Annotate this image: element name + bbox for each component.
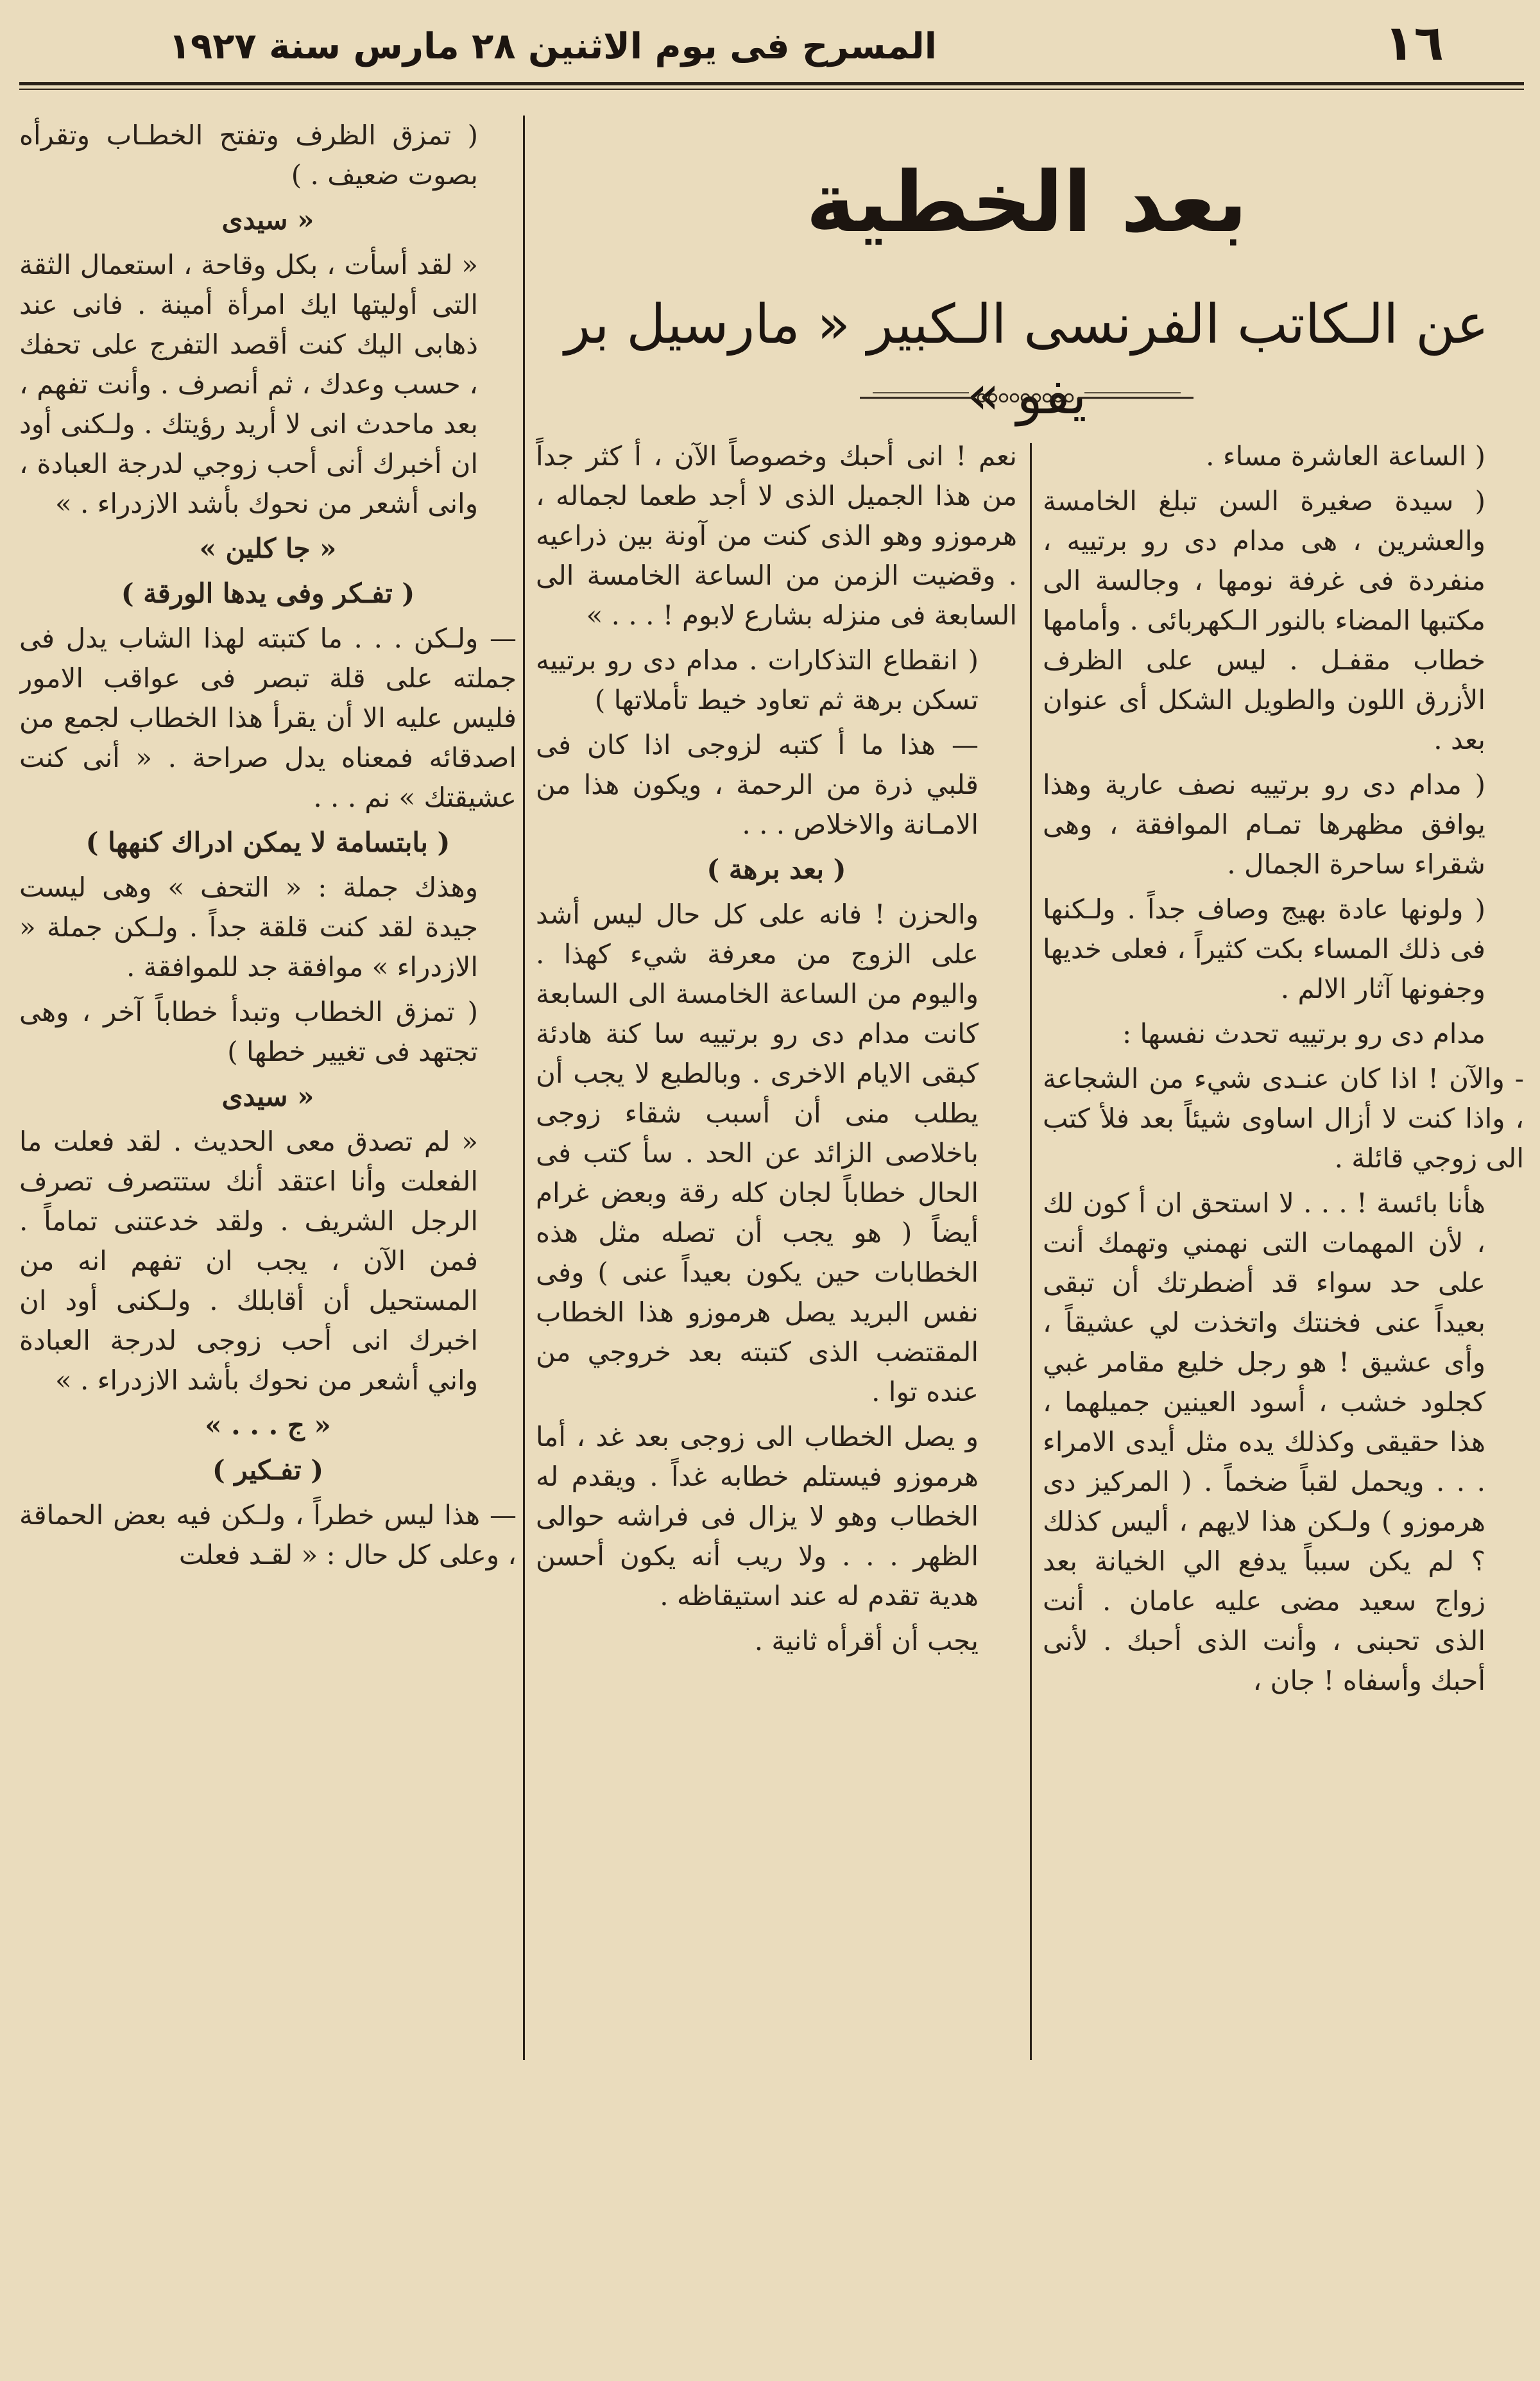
page-header (0, 0, 1540, 90)
column-rule-right (1030, 443, 1032, 2060)
paragraph: « لم تصدق معى الحديث . لقد فعلت ما الفعلت وأنا اعتقد أنك ستتصرف تصرف الرجل الشريف . ولقد خدعتنى تماماً . فمن الآن ، يجب ان تفهم انه من المستحيل أن أقابلك . ولـكنى أود ان اخبرك انى أحب زوجى لدرجة العبادة واني أشعر من نحوك بأشد الازدراء . » (19, 1126, 478, 1396)
paragraph: — ولـكن . . . ما كتبته لهذا الشاب يدل فى جملته على قلة تبصر فى عواقب الامور فليس عليه الا أن يقرأ هذا الخطاب لجمع من اصدقائه فمعناه يدل صراحة . « أنى كنت عشيقتك » نم . . . (19, 623, 517, 813)
paragraph: و يصل الخطاب الى زوجى بعد غد ، أما هرموزو فيستلم خطابه غداً . ويقدم له الخطاب وهو لا يزال فى فراشه حوالى الظهر . . . ولا ريب أنه يكون أحسن هدية تقدم له عند استيقاظه . (536, 1421, 979, 1612)
paragraph: يجب أن أقرأه ثانية . (754, 1625, 979, 1656)
paragraph: نعم ! انى أحبك وخصوصاً الآن ، أ كثر جداً من هذا الجميل الذى لا أجد طعما لجماله ، هرموزو وهو الذى كنت من آونة بين ذراعيه . وقضيت الزمن من الساعة الخامسة الى السابعة فى منزله بشارع لابوم ! . . . » (536, 440, 1017, 631)
article-column-right (1043, 436, 1524, 2381)
paragraph: مدام دى رو برتييه تحدث نفسها : (1122, 1018, 1485, 1049)
paragraph: « سيدى (221, 204, 314, 236)
paragraph: — هذا ليس خطراً ، ولـكن فيه بعض الحماقة ، وعلى كل حال : « لقـد فعلت (19, 1499, 517, 1570)
header-rule-thin (19, 89, 1524, 90)
paragraph: « لقد أسأت ، بكل وقاحة ، استعمال الثقة التى أوليتها ايك امرأة أمينة . فانى عند ذهابى اليك كنت أقصد التفرج على تحفك ، حسب وعدك ، ثم أنصرف . وأنت تفهم ، بعد ماحدث انى لا أريد رؤيتك . ولـكنى أود ان أخبرك أنى أحب زوجي لدرجة العبادة ، وانى أشعر من نحوك بأشد الازدراء . » (19, 249, 478, 519)
article-column-left (19, 116, 517, 2060)
paragraph: ( انقطاع التذكارات . مدام دى رو برتييه تسكن برهة ثم تعاود خيط تأملاتها ) (536, 644, 979, 716)
paragraph: ( بعد برهة ) (706, 854, 846, 885)
paragraph: هأنا بائسة ! . . . لا استحق ان أ كون لك ، لأن المهمات التى نهمني وتهمك أنت على حد سواء قد أضطرتك أن تبقى بعيداً عنى فخنتك واتخذت لي عشيقاً ، وأى عشيق ! هو رجل خليع مقامر غبي كجلود خشب ، أسود العينين جميلهما ، هذا حقيقى وكذلك يده مثل أيدى الامراء . . . ويحمل لقباً ضخماً . ( المركيز دى هرموزو ) ولـكن هذا لايهم ، أليس كذلك ؟ لم يكن سبباً يدفع الي الخيانة بعد زواج سعيد مضى عليه عامان . أنت الذى تحبنى ، وأنت الذى أحبك . لأنى أحبك وأسفاه ! جان ، (1043, 1187, 1485, 1696)
paragraph: ( سيدة صغيرة السن تبلغ الخامسة والعشرين ، هى مدام دى رو برتييه ، منفردة فى غرفة نومها ، وجالسة الى مكتبها المضاء بالنور الـكهربائى . وأمامها خطاب مقفـل . ليس على الظرف الأزرق اللون والطويل الشكل أى عنوان بعد . (1043, 485, 1485, 755)
paragraph: « جا كلين » (199, 533, 337, 564)
paragraph: ( الساعة العاشرة مساء . (1206, 440, 1485, 472)
paragraph: « ج . . . » (205, 1409, 331, 1441)
paragraph: والحزن ! فانه على كل حال ليس أشد على الزوج من معرفة شيء كهذا . واليوم من الساعة الخامسة الى السابعة كانت مدام دى رو برتييه سا كنة هادئة كبقى الايام الاخرى . وبالطبع لا يجب أن يطلب منى أن أسبب شقاء زوجى باخلاصى الزائد عن الحد . سأ كتب فى الحال خطاباً لجان كله رقة وبعض غرام أيضاً ( هو يجب أن تصله مثل هذه الخطابات حين يكون بعيداً عنى ) وفى نفس البريد يصل هرموزو هذا الخطاب المقتضب الذى كتبته بعد خروجي من عنده توا . (536, 898, 979, 1407)
running-head: المسرح فى يوم الاثنين ٢٨ مارس سنة ١٩٢٧ (168, 26, 937, 67)
paragraph: « سيدى (221, 1081, 314, 1112)
paragraph: - والآن ! اذا كان عنـدى شيء من الشجاعة ، واذا كنت لا أزال اساوى شيئاً بعد فلأ كتب الى زوجي قائلة . (1043, 1063, 1524, 1174)
paragraph: ( تمزق الظرف وتفتح الخطـاب وتقرأه بصوت ضعيف . ) (19, 119, 478, 191)
paragraph: ( تفـكير ) (212, 1454, 324, 1486)
page-number: ١٦ (1384, 14, 1444, 71)
article-column-center (536, 436, 1017, 2381)
article-title: بعد الخطية (805, 153, 1248, 251)
paragraph: ( ولونها عادة بهيج وصاف جداً . ولـكنها فى ذلك المساء بكت كثيراً ، فعلى خديها وجفونها آثار الالم . (1043, 893, 1485, 1004)
ornament-divider (860, 385, 1194, 411)
column-rule-left (523, 116, 525, 2060)
article-subtitle: عن الـكاتب الفرنسى الـكبير « مارسيل بر يفو » (564, 293, 1489, 426)
paragraph: — هذا ما أ كتبه لزوجى اذا كان فى قلبي ذرة من الرحمة ، ويكون هذا من الامـانة والاخلاص . . . (536, 729, 979, 840)
paragraph: ( مدام دى رو برتييه نصف عارية وهذا يوافق مظهرها تمـام الموافقة ، وهى شقراء ساحرة الجمال . (1043, 769, 1485, 880)
paragraph: ( تفـكر وفى يدها الورقة ) (121, 578, 415, 609)
paragraph: ( تمزق الخطاب وتبدأ خطاباً آخر ، وهى تجتهد فى تغيير خطها ) (19, 996, 478, 1067)
paragraph: وهذك جملة : « التحف » وهى ليست جيدة لقد كنت قلقة جداً . ولـكن جملة « الازدراء » موافقة جد للموافقة . (19, 872, 478, 983)
paragraph: ( بابتسامة لا يمكن ادراك كنهها ) (85, 827, 450, 858)
header-rule (19, 82, 1524, 85)
